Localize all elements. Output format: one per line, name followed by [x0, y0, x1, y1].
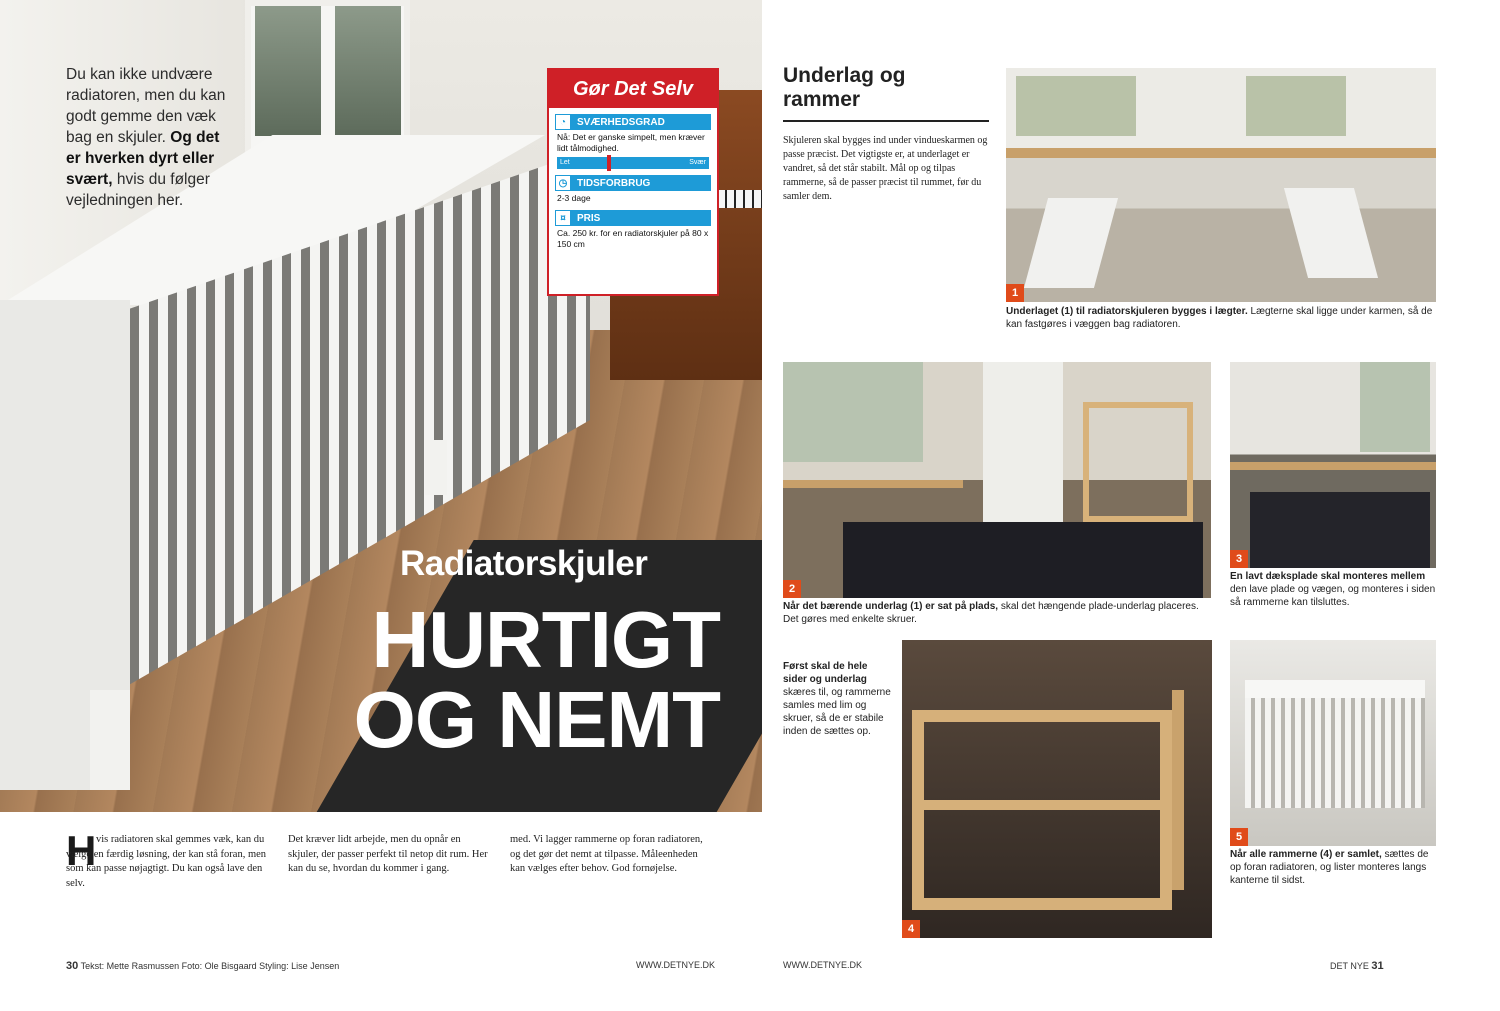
- caption-5-text: sættes de op foran radiatoren, og lister monteres langs kanterne til sidst.: [1230, 849, 1429, 886]
- cabinet-leg: [90, 690, 130, 790]
- body-column-3: med. Vi lagger rammerne op foran radiatoren, og det gør det nemt at tilpasse. Måleenheden kan vælges efter behov. God fornøjelse.: [510, 834, 703, 874]
- gds-section1-title: SVÆRHEDSGRAD: [577, 116, 665, 128]
- credit-line: Tekst: Mette Rasmussen Foto: Ole Bisgaard Styling: Lise Jensen: [80, 961, 340, 971]
- step-photo-3: [1230, 362, 1436, 568]
- step-number-3: 3: [1230, 550, 1248, 568]
- batten: [783, 480, 963, 488]
- step-number-5: 5: [1230, 828, 1248, 846]
- section-title: [783, 64, 906, 112]
- intro-text: [66, 64, 236, 211]
- caption-4: [783, 660, 893, 738]
- page-number-left: 30: [66, 960, 79, 972]
- price-tag-icon: ¤: [555, 210, 571, 226]
- gds-section3-title: PRIS: [577, 212, 601, 224]
- chair: [1284, 188, 1378, 278]
- gds-section1-text: Nå: Det er ganske simpelt, men kræver lidt tålmodighed.: [557, 132, 705, 153]
- kicker: Radiatorskjuler: [400, 544, 648, 583]
- window-pane: [255, 6, 321, 136]
- drop-cap: H: [66, 827, 97, 874]
- folio-web-right: WWW.DETNYE.DK: [783, 960, 862, 970]
- headline-line-1: HURTIGT: [371, 595, 720, 684]
- caption-5: [1230, 848, 1436, 887]
- gor-det-selv-box: [547, 68, 719, 296]
- section-title-line-2: rammer: [783, 88, 861, 111]
- caption-2: [783, 600, 1213, 626]
- cabinet-slats: [1245, 698, 1425, 808]
- door: [983, 362, 1063, 522]
- window: [783, 362, 923, 462]
- folio-left: [66, 960, 339, 972]
- difficulty-marker: [607, 155, 611, 171]
- gds-section-price: [555, 210, 711, 226]
- step-photo-5: [1230, 640, 1436, 846]
- intro-tail: hvis du følger vejledningen her.: [66, 171, 210, 209]
- scale-left-label: Let: [560, 159, 570, 166]
- section-rule: [783, 120, 989, 122]
- caption-1: [1006, 305, 1436, 331]
- section-body: Skjuleren skal bygges ind under vindueskarmen og passe præcist. Det vigtigste er, at underlaget er vandret, så det står stabilt. Mål op og tilpas rammerne, så de passer præcist til rummet, før du samler dem.: [783, 135, 988, 202]
- step-photo-1: [1006, 68, 1436, 302]
- caption-3-text: den lave plade og vægen, og monteres i siden så rammerne kan tilsluttes.: [1230, 584, 1436, 608]
- body-col1-text: vis radiatoren skal gemmes væk, kan du vælge en færdig løsning, der kan stå foran, men som kan passe nøjagtigt. Du kan også lave den selv.: [66, 834, 267, 889]
- page-number-right: 31: [1371, 960, 1384, 972]
- section-title-line-1: Underlag og: [783, 64, 906, 87]
- issue-name: DET NYE: [1330, 961, 1369, 971]
- gds-title: Gør Det Selv: [549, 70, 717, 108]
- step-number-1: 1: [1006, 284, 1024, 302]
- caption-4-bold: Først skal de hele sider og underlag: [783, 661, 868, 685]
- step-photo-2: [783, 362, 1211, 598]
- frame-crossbar: [924, 800, 1160, 810]
- scale-right-label: Svær: [689, 159, 706, 166]
- gds-section2-text: 2-3 dage: [557, 193, 591, 203]
- chair: [1024, 198, 1118, 288]
- sofa: [843, 522, 1203, 598]
- caption-3: [1230, 570, 1436, 609]
- gds-section-time: [555, 175, 711, 191]
- window: [1360, 362, 1430, 452]
- headline-line-2: OG NEMT: [353, 675, 720, 764]
- caption-5-bold: Når alle rammerne (4) er samlet,: [1230, 849, 1382, 860]
- caption-4-text: skæres til, og rammerne samles med lim og skruer, så de er stabile inden de sættes op.: [783, 687, 891, 737]
- step-number-4: 4: [902, 920, 920, 938]
- window: [1246, 76, 1346, 136]
- cabinet-leg: [425, 440, 447, 495]
- body-column-2: Det kræver lidt arbejde, men du opnår en skjuler, der passer perfekt til netop dit rum. Her kan du se, hvordan du kommer i gang.: [288, 834, 488, 874]
- batten: [1230, 462, 1436, 470]
- clock-icon: ◷: [555, 175, 571, 191]
- wood-frame: [912, 710, 1172, 910]
- step-photo-4: [902, 640, 1212, 938]
- gds-section3-text: Ca. 250 kr. for en radiatorskjuler på 80 x 150 cm: [557, 228, 709, 249]
- step-number-2: 2: [783, 580, 801, 598]
- gds-section-difficulty: [555, 114, 711, 130]
- gauge-icon: ◔: [555, 114, 571, 130]
- frame-edge: [1172, 690, 1184, 890]
- batten: [1006, 148, 1436, 158]
- window-pane: [335, 6, 401, 136]
- sofa: [1250, 492, 1430, 568]
- window: [1016, 76, 1136, 136]
- difficulty-scale: [557, 157, 709, 169]
- cabinet-top: [1245, 680, 1425, 698]
- folio-web-left: WWW.DETNYE.DK: [636, 960, 715, 970]
- caption-1-text: Lægterne skal ligge under karmen, så de kan fastgøres i væggen bag radiatoren.: [1006, 306, 1433, 330]
- caption-1-bold: Underlaget (1) til radiatorskjuleren bygges i lægter.: [1006, 306, 1248, 317]
- gds-section2-title: TIDSFORBRUG: [577, 177, 651, 189]
- wood-frame: [1083, 402, 1193, 522]
- body-column-1: [66, 827, 271, 891]
- caption-2-bold: Når det bærende underlag (1) er sat på plads,: [783, 601, 999, 612]
- caption-2-text: skal det hængende plade-underlag placeres. Det gøres med enkelte skruer.: [783, 601, 1199, 625]
- intro-bold: Og det er hverken dyrt eller svært,: [66, 129, 220, 188]
- caption-3-bold: En lavt dæksplade skal monteres mellem: [1230, 571, 1426, 582]
- intro-plain: Du kan ikke undvære radiatoren, men du kan godt gemme den væk bag en skjuler.: [66, 66, 226, 146]
- folio-right: [1330, 960, 1384, 972]
- headline: [350, 595, 720, 764]
